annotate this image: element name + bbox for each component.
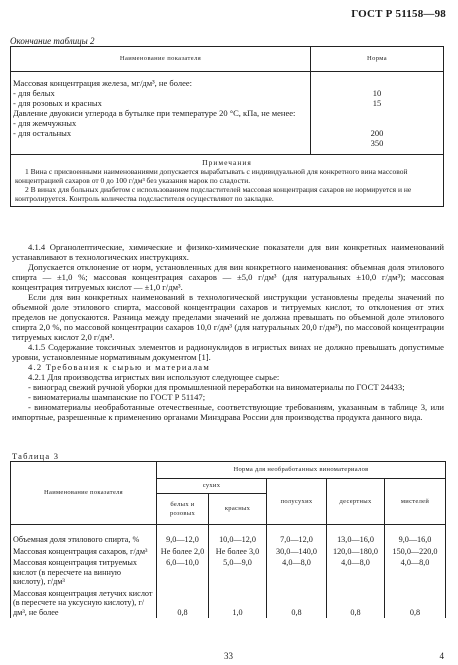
- cell: Не более 2,0: [157, 546, 209, 558]
- cell: 10,0—12,0: [209, 525, 267, 546]
- cell: 1,0: [209, 588, 267, 619]
- cell: Не более 3,0: [209, 546, 267, 558]
- row-name: Массовая концентрация летучих кислот (в пересчете на уксусную кислоту), г/дм³, не более: [11, 588, 157, 619]
- cell: 13,0—16,0: [327, 525, 385, 546]
- row-name: Массовая концентрация титруемых кислот (в пересчете на винную кислоту), г/дм³: [11, 557, 157, 588]
- row-name: Массовая концентрация сахаров, г/дм³: [11, 546, 157, 558]
- section-heading: 4.2 Требования к сырью и материалам: [28, 362, 210, 372]
- cell: 0,8: [385, 588, 446, 619]
- row-value: 10: [372, 88, 382, 98]
- table3-header-dry: сухих: [157, 479, 267, 494]
- list-item: - виноматериалы шампанские по ГОСТ Р 51147;: [28, 392, 206, 402]
- paragraph: 4.1.5 Содержание токсичных элементов и радионуклидов в игристых винах не должно превышать допустимые уровни, установленные нормативным документом [1].: [12, 342, 444, 362]
- table3-header-semidry: полусухих: [267, 479, 327, 525]
- cell: 0,8: [267, 588, 327, 619]
- table3-header-norm: Норма для необработанных виноматериалов: [157, 462, 446, 479]
- cell: 4,0—8,0: [385, 557, 446, 588]
- list-item: - виноматериалы необработанные отечественные, соответствующие требованиям, указанным в таблице 3, или импортные, разрешенные к применению органами Минздрава России для производства продукта данного вида.: [12, 402, 444, 422]
- cell: 5,0—9,0: [209, 557, 267, 588]
- row-name: - для белых: [13, 88, 55, 98]
- cell: 7,0—12,0: [267, 525, 327, 546]
- row-name: Массовая концентрация железа, мг/дм³, не более:: [13, 78, 192, 88]
- row-name: Объемная доля этилового спирта, %: [11, 525, 157, 546]
- list-item: - виноград свежий ручной уборки для промышленной переработки на виноматериалы по ГОСТ 24433;: [28, 382, 405, 392]
- note-2: 2 В винах для больных диабетом с использованием подсластителей массовая концентрация сахаров не нормируется и не контролируется. Контроль количества подсластителя осуществляют по закладке.: [15, 185, 412, 203]
- table-row: [11, 525, 446, 546]
- table-continuation-label: Окончание таблицы 2: [10, 36, 95, 46]
- paragraph: 4.1.4 Органолептические, химические и физико-химические показатели для вин конкретных наименований устанавливают в технологических инструкциях.: [12, 242, 444, 262]
- table-3-caption: Таблица 3: [12, 451, 60, 461]
- notes-title: Примечания: [202, 158, 252, 167]
- table-3: [10, 461, 446, 618]
- cell: 150,0—220,0: [385, 546, 446, 558]
- table3-header-red: красных: [209, 494, 267, 525]
- table3-header-liqueur: мистелей: [385, 479, 446, 525]
- table-row: [11, 557, 446, 588]
- note-1: 1 Вина с присвоенными наименованиями допускается вырабатывать с индивидуальной для конкретного вина массовой концентрацией сахаров от 0 до 100 г/дм³ без указания марок по сладости.: [15, 167, 408, 185]
- table2-header-norm: Норма: [311, 47, 444, 72]
- table3-header-dessert: десертных: [327, 479, 385, 525]
- row-value: 15: [372, 98, 382, 108]
- table2-header-name: Наименование показателя: [11, 47, 311, 72]
- cell: 6,0—10,0: [157, 557, 209, 588]
- row-name: - для розовых и красных: [13, 98, 102, 108]
- cell: 0,8: [327, 588, 385, 619]
- row-name: - для остальных: [13, 128, 72, 138]
- paragraph: Допускается отклонение от норм, установленных для вин конкретного наименования: объемная доля этилового спирта — ±1,0 %; массовая концентрация сахаров — ±5,0 г/дм³ (для натуральных ±10,0 г/дм³); массовая концентрация титруемых кислот — ±1,0 г/дм³.: [12, 262, 444, 292]
- cell: 0,8: [157, 588, 209, 619]
- table3-header-white-rose: белых и розовых: [157, 494, 209, 525]
- paragraph: Если для вин конкретных наименований в технологической инструкции установлены пределы значений по объемной доле этилового спирта, массовой концентрации сахаров и титруемых кислот, то отклонения от этих пределов не допускаются. Разница между пределами значений не должна превышать по объемной доле этилового спирта 2,0 %, по массовой концентрации сахаров 10,0 г/дм³ (для натуральных 20,0 г/дм³), по массовой концентрации титруемых кислот 2,0 г/дм³.: [12, 292, 444, 342]
- cell: 120,0—180,0: [327, 546, 385, 558]
- cell: 9,0—16,0: [385, 525, 446, 546]
- document-code: ГОСТ Р 51158—98: [351, 8, 446, 20]
- table-2: [10, 46, 444, 207]
- cell: 30,0—140,0: [267, 546, 327, 558]
- row-name: - для жемчужных: [13, 118, 77, 128]
- row-value: 350: [370, 138, 384, 148]
- paragraph: 4.2.1 Для производства игристых вин используют следующее сырье:: [28, 372, 280, 382]
- page-number-right: 4: [439, 651, 444, 661]
- body-text: [12, 242, 444, 422]
- cell: 4,0—8,0: [267, 557, 327, 588]
- cell: 9,0—12,0: [157, 525, 209, 546]
- row-value: 200: [370, 128, 384, 138]
- table-notes: [11, 155, 444, 207]
- table-row: [11, 72, 444, 155]
- page-number: 33: [224, 651, 233, 661]
- table-row: [11, 588, 446, 619]
- table-row: [11, 546, 446, 558]
- table3-header-name: Наименование показателя: [11, 462, 157, 525]
- row-name: Давление двуокиси углерода в бутылке при температуре 20 °С, кПа, не менее:: [13, 108, 296, 118]
- cell: 4,0—8,0: [327, 557, 385, 588]
